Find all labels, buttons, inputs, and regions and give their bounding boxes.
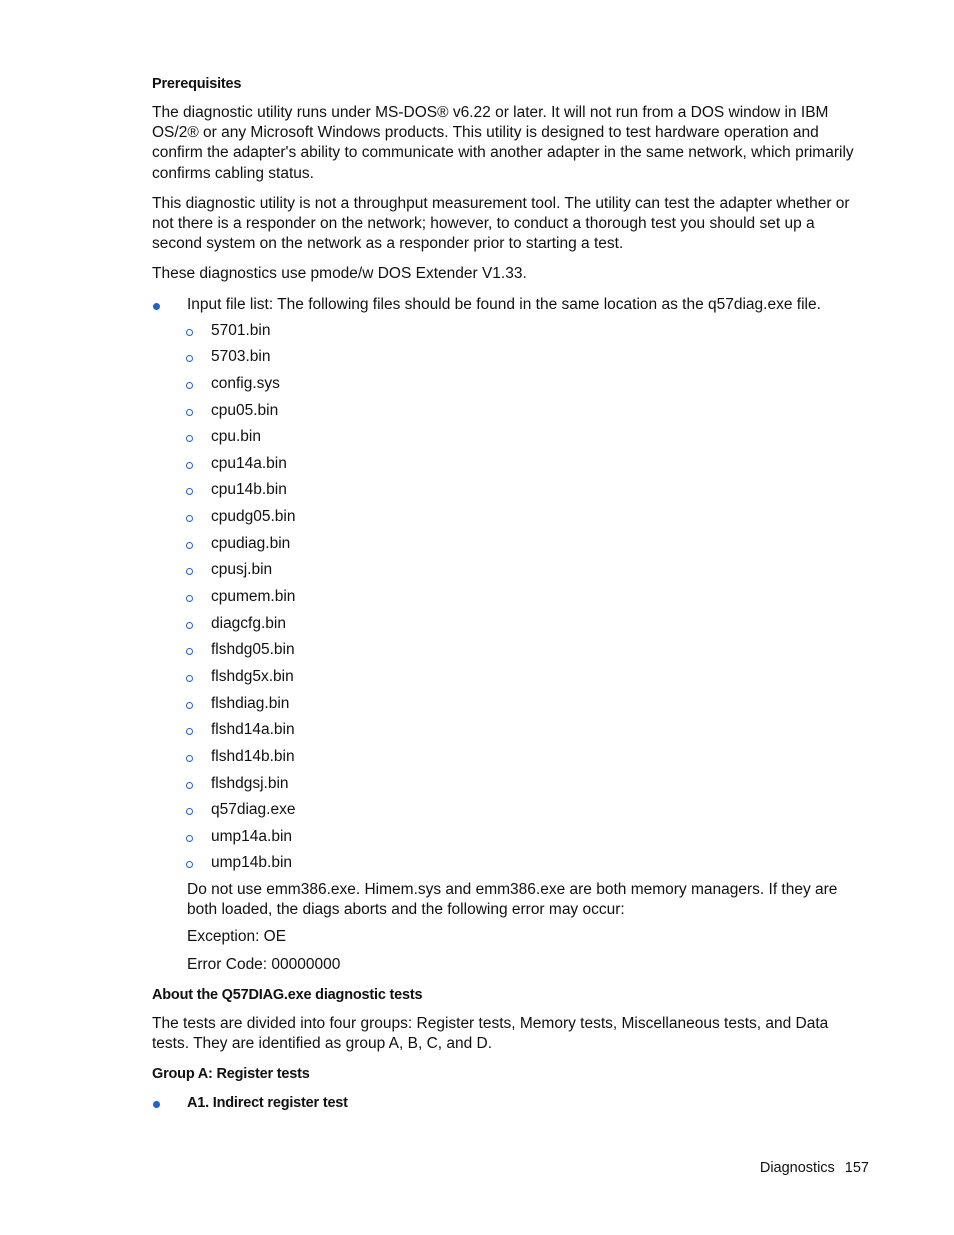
- paragraph-not-throughput-tool: This diagnostic utility is not a throughput measurement tool. The utility can test the adapter whether or not there is a responder on the network; however, to conduct a thorough test you should set up a second system on the network as a responder prior to starting a test.: [152, 194, 850, 253]
- bullet-input-file-list: [152, 295, 868, 315]
- list-item: [152, 614, 868, 641]
- file-name: cpu14a.bin: [211, 454, 287, 472]
- list-item: [152, 827, 868, 854]
- circle-bullet-icon: [186, 515, 193, 522]
- circle-bullet-icon: [186, 702, 193, 709]
- list-item: [152, 534, 868, 561]
- bullet-a1-text: A1. Indirect register test: [187, 1095, 348, 1112]
- list-item: [152, 640, 868, 667]
- circle-bullet-icon: [186, 675, 193, 682]
- file-name: cpu.bin: [211, 428, 261, 446]
- paragraph-emm386-warning: Do not use emm386.exe. Himem.sys and emm386.exe are both memory managers. If they are both loaded, the diags aborts and the following error may occur:: [187, 881, 838, 919]
- paragraph-test-groups: The tests are divided into four groups: Register tests, Memory tests, Miscellaneous tests, and Data tests. They are identified as group A, B, C, and D.: [152, 1014, 829, 1053]
- file-name: config.sys: [211, 374, 280, 392]
- list-item: [152, 374, 868, 401]
- bullet-dot-icon: [153, 1101, 160, 1108]
- file-list: [152, 321, 868, 880]
- file-name: 5701.bin: [211, 321, 271, 339]
- page-number: 157: [844, 1160, 869, 1176]
- file-name: cpu14b.bin: [211, 481, 287, 499]
- file-name: flshd14b.bin: [211, 747, 295, 765]
- file-name: flshdg05.bin: [211, 641, 295, 659]
- page-footer: [760, 1158, 869, 1178]
- list-item: [152, 587, 868, 614]
- file-name: cpudiag.bin: [211, 534, 291, 552]
- bullet-a1-indirect-register-test: [152, 1093, 868, 1113]
- bullet-input-file-list-text: Input file list: The following files should be found in the same location as the q57diag.exe file.: [187, 295, 821, 313]
- circle-bullet-icon: [186, 542, 193, 549]
- circle-bullet-icon: [186, 355, 193, 362]
- file-name: cpusj.bin: [211, 561, 273, 579]
- circle-bullet-icon: [186, 409, 193, 416]
- bullet-dot-icon: [153, 303, 160, 310]
- circle-bullet-icon: [186, 488, 193, 495]
- file-name: flshdgsj.bin: [211, 774, 289, 792]
- circle-bullet-icon: [186, 622, 193, 629]
- circle-bullet-icon: [186, 595, 193, 602]
- list-item: [152, 480, 868, 507]
- heading-group-a: Group A: Register tests: [152, 1066, 310, 1083]
- list-item: [152, 747, 868, 774]
- paragraph-utility-requirements: The diagnostic utility runs under MS-DOS® v6.22 or later. It will not run from a DOS window in IBM OS/2® or any Microsoft Windows products. This utility is designed to test hardware operation and confirm the adapter's ability to communicate with another adapter in the same network, which primarily confirms cabling status.: [152, 104, 854, 182]
- list-item: [152, 347, 868, 374]
- list-item: [152, 800, 868, 827]
- file-name: cpu05.bin: [211, 401, 279, 419]
- list-item: [152, 401, 868, 428]
- circle-bullet-icon: [186, 648, 193, 655]
- circle-bullet-icon: [186, 861, 193, 868]
- file-name: 5703.bin: [211, 348, 271, 366]
- file-name: cpumem.bin: [211, 588, 296, 606]
- list-item: [152, 321, 868, 348]
- document-page: [152, 74, 868, 1119]
- list-item: [152, 667, 868, 694]
- file-name: diagcfg.bin: [211, 614, 286, 632]
- file-name: cpudg05.bin: [211, 508, 296, 526]
- file-name: ump14a.bin: [211, 827, 293, 845]
- paragraph-dos-extender: These diagnostics use pmode/w DOS Extender V1.33.: [152, 265, 527, 283]
- circle-bullet-icon: [186, 435, 193, 442]
- list-item: [152, 507, 868, 534]
- heading-about-tests: About the Q57DIAG.exe diagnostic tests: [152, 986, 423, 1003]
- circle-bullet-icon: [186, 835, 193, 842]
- file-name: ump14b.bin: [211, 854, 293, 872]
- heading-prerequisites: Prerequisites: [152, 76, 242, 92]
- file-name: q57diag.exe: [211, 801, 296, 819]
- circle-bullet-icon: [186, 329, 193, 336]
- circle-bullet-icon: [186, 782, 193, 789]
- circle-bullet-icon: [186, 728, 193, 735]
- list-item: [152, 454, 868, 481]
- circle-bullet-icon: [186, 755, 193, 762]
- error-code-line: Error Code: 00000000: [187, 955, 341, 973]
- circle-bullet-icon: [186, 382, 193, 389]
- file-name: flshd14a.bin: [211, 721, 295, 739]
- circle-bullet-icon: [186, 568, 193, 575]
- list-item: [152, 774, 868, 801]
- list-item: [152, 853, 868, 880]
- exception-line: Exception: OE: [187, 928, 287, 946]
- file-name: flshdiag.bin: [211, 694, 290, 712]
- circle-bullet-icon: [186, 462, 193, 469]
- list-item: [152, 560, 868, 587]
- list-item: [152, 427, 868, 454]
- file-name: flshdg5x.bin: [211, 667, 294, 685]
- circle-bullet-icon: [186, 808, 193, 815]
- list-item: [152, 720, 868, 747]
- list-item: [152, 694, 868, 721]
- footer-section-title: Diagnostics: [759, 1160, 835, 1176]
